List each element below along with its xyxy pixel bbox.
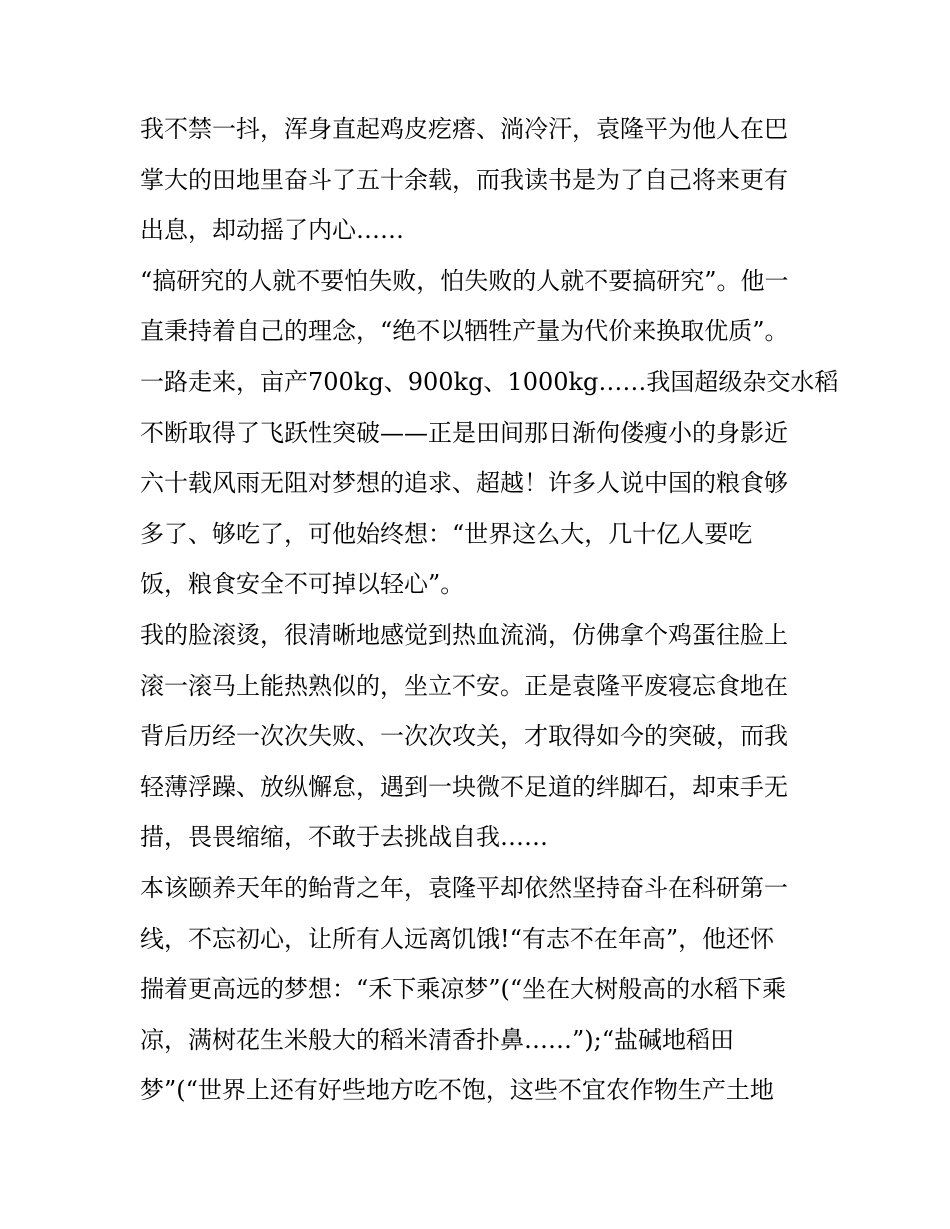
text-line: 不断取得了飞跃性突破——正是田间那日渐佝偻瘦小的身影近 bbox=[140, 418, 788, 447]
text-line: 揣着更高远的梦想：“禾下乘凉梦”(“坐在大树般高的水稻下乘 bbox=[140, 975, 787, 1004]
text-line: 措，畏畏缩缩，不敢于去挑战自我…… bbox=[140, 823, 548, 852]
text-line: 我的脸滚烫，很清晰地感觉到热血流淌，仿佛拿个鸡蛋往脸上 bbox=[140, 620, 788, 649]
text-line: 饭，粮食安全不可掉以轻心”。 bbox=[140, 570, 465, 599]
text-line: 多了、够吃了，可他始终想：“世界这么大，几十亿人要吃 bbox=[140, 519, 753, 548]
text-line: 我不禁一抖，浑身直起鸡皮疙瘩、淌冷汗，袁隆平为他人在巴 bbox=[140, 115, 788, 143]
text-line: 线，不忘初心，让所有人远离饥饿!“有志不在年高”，他还怀 bbox=[140, 924, 775, 953]
essay-body bbox=[140, 104, 839, 1116]
text-line: 出息，却动摇了内心…… bbox=[140, 216, 404, 245]
text-line: 一路走来，亩产700kg、900kg、1000kg……我国超级杂交水稻 bbox=[140, 367, 839, 396]
text-line: 掌大的田地里奋斗了五十余载，而我读书是为了自己将来更有 bbox=[140, 165, 788, 194]
text-line: 凉，满树花生米般大的稻米清香扑鼻……”);“盐碱地稻田 bbox=[140, 1025, 734, 1054]
text-line: 六十载风雨无阻对梦想的追求、超越！许多人说中国的粮食够 bbox=[140, 469, 788, 498]
text-line: 滚一滚马上能热熟似的，坐立不安。正是袁隆平废寝忘食地在 bbox=[140, 671, 788, 700]
text-line: 梦”(“世界上还有好些地方吃不饱，这些不宜农作物生产土地 bbox=[140, 1076, 774, 1105]
text-line: 直秉持着自己的理念，“绝不以牺牲产量为代价来换取优质”。 bbox=[140, 317, 789, 346]
text-line: 轻薄浮躁、放纵懈怠，遇到一块微不足道的绊脚石，却束手无 bbox=[140, 772, 788, 801]
text-line: 本该颐养天年的鲐背之年，袁隆平却依然坚持奋斗在科研第一 bbox=[140, 873, 788, 902]
text-line: “搞研究的人就不要怕失败，怕失败的人就不要搞研究”。他一 bbox=[140, 266, 789, 295]
text-line: 背后历经一次次失败、一次次攻关，才取得如今的突破，而我 bbox=[140, 722, 788, 751]
